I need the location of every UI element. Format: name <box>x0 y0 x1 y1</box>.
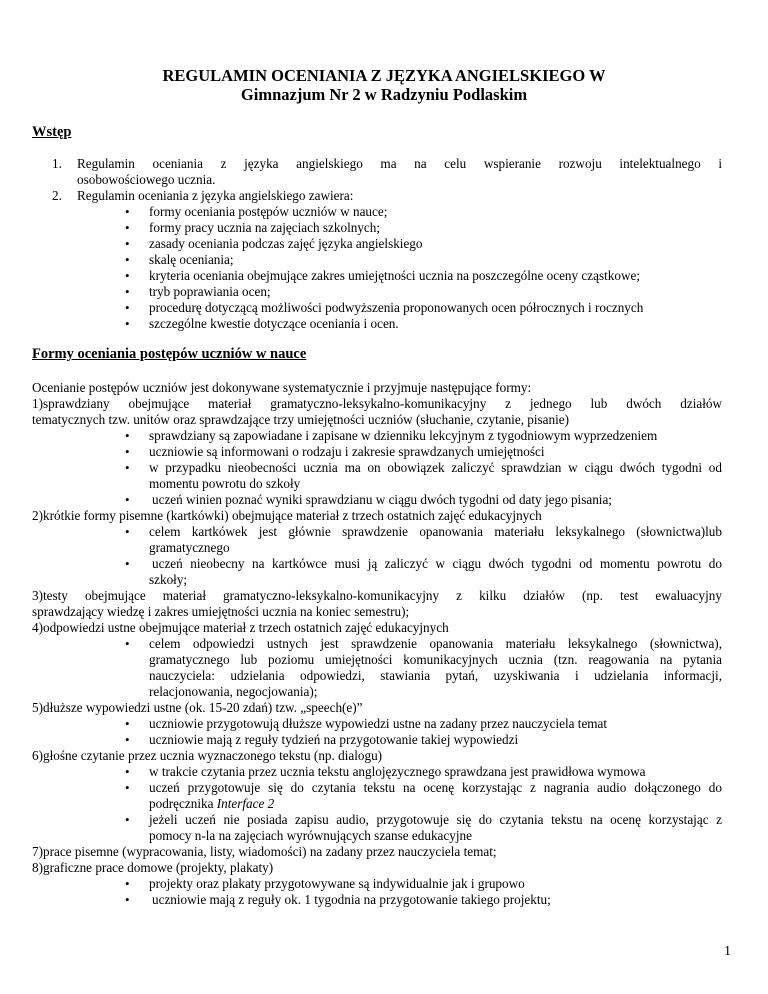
paragraph: 6)głośne czytanie przez ucznia wyznaczonego tekstu (np. dialogu) <box>32 748 383 763</box>
document-title: REGULAMIN OCENIANIA Z JĘZYKA ANGIELSKIEGO W <box>162 66 606 85</box>
bullet-icon: • <box>125 268 130 283</box>
bullet-icon: • <box>125 300 130 315</box>
bullet-icon: • <box>125 252 130 267</box>
list-item: w trakcie czytania przez ucznia tekstu anglojęzycznego sprawdzana jest prawidłowa wymowa <box>149 764 646 779</box>
list-item: w przypadku nieobecności ucznia ma on obowiązek zaliczyć sprawdzian w ciągu dwóch tygodni od <box>149 460 722 475</box>
list-item: gramatycznego lub poziomu umiejętności komunikacyjnych ucznia (tzn. reagowania na pytania <box>149 652 722 667</box>
paragraph: 3)testy obejmujące materiał gramatyczno-leksykalno-komunikacyjny z kilku działów (np. test ewaluacyjny <box>32 588 722 603</box>
list-item: procedurę dotyczącą możliwości podwyższenia proponowanych ocen półrocznych i rocznych <box>149 300 644 315</box>
bullet-icon: • <box>125 492 130 507</box>
bullet-icon: • <box>125 732 130 747</box>
list-item: tryb poprawiania ocen; <box>149 284 271 299</box>
paragraph: Ocenianie postępów uczniów jest dokonywane systematycznie i przyjmuje następujące formy: <box>32 380 532 395</box>
bullet-icon: • <box>125 636 130 651</box>
list-item-text: Regulamin oceniania z języka angielskiego ma na celu wspieranie rozwoju intelektualnego i <box>77 156 722 171</box>
paragraph: 5)dłuższe wypowiedzi ustne (ok. 15-20 zdań) tzw. „speech(e)” <box>32 700 363 715</box>
list-item <box>149 796 274 812</box>
paragraph: 7)prace pisemne (wypracowania, listy, wiadomości) na zadany przez nauczyciela temat; <box>32 844 497 859</box>
list-item: jeżeli uczeń nie posiada zapisu audio, przygotowuje się do czytania tekstu na ocenę korzystając z <box>149 812 722 827</box>
list-item: momentu powrotu do szkoły <box>149 476 301 491</box>
list-item: szczególne kwestie dotyczące oceniania i ocen. <box>149 316 399 331</box>
paragraph: 2)krótkie formy pisemne (kartkówki) obejmujące materiał z trzech ostatnich zajęć edukacyjnych <box>32 508 542 523</box>
page-number: 1 <box>724 944 731 959</box>
bullet-icon: • <box>125 812 130 827</box>
bullet-icon: • <box>125 460 130 475</box>
bullet-icon: • <box>125 204 130 219</box>
bullet-icon: • <box>125 716 130 731</box>
list-item: celem odpowiedzi ustnych jest sprawdzenie opanowania materiału leksykalnego (słownictwa), <box>149 636 722 651</box>
list-item: pomocy n-la na zajęciach wyrównujących szanse edukacyjne <box>149 828 472 843</box>
bullet-icon: • <box>125 220 130 235</box>
list-item: kryteria oceniania obejmujące zakres umiejętności ucznia na poszczególne oceny cząstkowe; <box>149 268 641 283</box>
paragraph: 1)sprawdziany obejmujące materiał gramatyczno-leksykalno-komunikacyjny z jednego lub dwóch działów <box>32 396 722 411</box>
bullet-icon: • <box>125 780 130 795</box>
document-subtitle: Gimnazjum Nr 2 w Radzyniu Podlaskim <box>240 85 528 104</box>
list-item: szkoły; <box>149 572 188 587</box>
list-item-text: podręcznika <box>149 796 217 811</box>
bullet-icon: • <box>125 876 130 891</box>
list-item-text: Regulamin oceniania z języka angielskiego zawiera: <box>77 188 354 203</box>
paragraph: sprawdzający wiedzę i zakres umiejętności ucznia na koniec semestru); <box>32 604 410 619</box>
list-item: uczeń winien poznać wyniki sprawdzianu w ciągu dwóch tygodni od daty jego pisania; <box>152 492 612 507</box>
paragraph: 8)graficzne prace domowe (projekty, plakaty) <box>32 860 274 875</box>
list-item: nauczyciela: udzielania odpowiedzi, stawiania pytań, uzyskiwania i udzielania informacji, <box>149 668 722 683</box>
list-item-text: osobowościowego ucznia. <box>77 172 216 187</box>
list-number: 1. <box>52 156 62 171</box>
bullet-icon: • <box>125 764 130 779</box>
list-item: gramatycznego <box>149 540 230 555</box>
section-heading-forms: Formy oceniania postępów uczniów w nauce <box>32 346 307 362</box>
list-item: uczniowie mają z reguły tydzień na przygotowanie takiej wypowiedzi <box>149 732 519 747</box>
bullet-icon: • <box>125 524 130 539</box>
paragraph: tematycznych tzw. unitów oraz sprawdzające trzy umiejętności uczniów (słuchanie, czytanie, pisanie) <box>32 412 570 427</box>
list-item: uczeń przygotowuje się do czytania tekstu na ocenę korzystając z nagrania audio dołączonego do <box>149 780 722 795</box>
bullet-icon: • <box>125 444 130 459</box>
list-item: relacjonowania, negocjowania); <box>149 684 318 699</box>
list-item: formy oceniania postępów uczniów w nauce; <box>149 204 388 219</box>
list-item: formy pracy ucznia na zajęciach szkolnych; <box>149 220 381 235</box>
bullet-icon: • <box>125 556 130 571</box>
list-item: celem kartkówek jest głównie sprawdzenie opanowania materiału leksykalnego (słownictwa)lub <box>149 524 722 539</box>
list-item: sprawdziany są zapowiadane i zapisane w dzienniku lekcyjnym z tygodniowym wyprzedzeniem <box>149 428 658 443</box>
bullet-icon: • <box>125 236 130 251</box>
list-item: projekty oraz plakaty przygotowywane są indywidualnie jak i grupowo <box>149 876 525 891</box>
book-title: Interface 2 <box>216 796 275 811</box>
list-item: uczniowie mają z reguły ok. 1 tygodnia na przygotowanie takiego projektu; <box>152 892 551 907</box>
list-item: uczniowie są informowani o rodzaju i zakresie sprawdzanych umiejętności <box>149 444 545 459</box>
bullet-icon: • <box>125 284 130 299</box>
bullet-icon: • <box>125 316 130 331</box>
paragraph: 4)odpowiedzi ustne obejmujące materiał z trzech ostatnich zajęć edukacyjnych <box>32 620 449 635</box>
bullet-icon: • <box>125 428 130 443</box>
list-item: uczeń nieobecny na kartkówce musi ją zaliczyć w ciągu dwóch tygodni od momentu powrotu do <box>152 556 722 571</box>
section-heading-intro: Wstęp <box>32 124 72 140</box>
list-number: 2. <box>52 188 62 203</box>
list-item: uczniowie przygotowują dłuższe wypowiedzi ustne na zadany przez nauczyciela temat <box>149 716 608 731</box>
list-item: skalę oceniania; <box>149 252 234 267</box>
bullet-icon: • <box>125 892 130 907</box>
list-item: zasady oceniania podczas zajęć języka angielskiego <box>149 236 423 251</box>
